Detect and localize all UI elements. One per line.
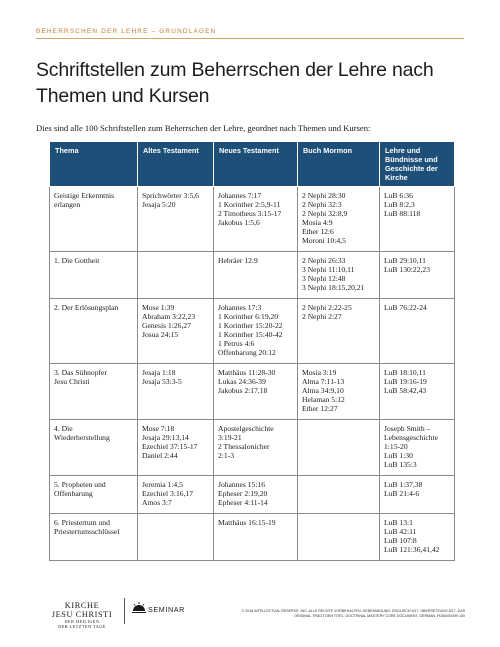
scripture-reference: 1 Korinther 15:40-42 [218,330,283,339]
copyright-notice [225,609,465,619]
scripture-reference: Ether 12:27 [302,404,338,413]
scripture-table [49,141,455,561]
header-rule [36,38,464,39]
scripture-reference: 3 Nephi 18:15,20,21 [302,283,365,292]
scripture-reference: 1:15-20 [384,442,408,451]
neues-testament-cell [214,299,298,364]
scripture-reference: 2 Nephi 26:33 [302,256,346,265]
altes-testament-cell [138,476,214,514]
scripture-reference: Joseph Smith – [384,424,431,433]
scripture-reference: Mose 1:39 [142,303,175,312]
scripture-reference: Offenbarung 20:12 [218,348,276,357]
column-header-lehre-und-buendnisse: Lehre und Bündnisse und Geschichte der Kirche [380,142,455,187]
topic-text: 2. Der Erlösungsplan [54,303,119,312]
scripture-reference: Moroni 10:4,5 [302,236,346,245]
column-header-altes-testament: Altes Testament [138,142,214,187]
topic-text: 4. Die [54,424,73,433]
topic-cell [50,420,138,476]
neues-testament-cell [214,514,298,561]
neues-testament-cell [214,420,298,476]
page-title [36,57,476,109]
scripture-reference: Lukas 24:36-39 [218,377,266,386]
scripture-reference: Jeremia 1:4,5 [142,480,183,489]
scripture-reference: Apostelgeschichte [218,424,274,433]
neues-testament-cell [214,364,298,420]
scripture-reference: 3:19-21 [218,433,242,442]
column-header-buch-mormon: Buch Mormon [298,142,380,187]
topic-cell [50,476,138,514]
topic-cell [50,514,138,561]
scripture-reference: Sprichwörter 3:5,6 [142,191,199,200]
scripture-reference: Johannes 17:3 [218,303,262,312]
scripture-reference: Hebräer 12:9 [218,256,258,265]
neues-testament-cell [214,476,298,514]
scripture-reference: 2 Nephi 2:22-25 [302,303,352,312]
scripture-reference: LuB 21:4-6 [384,489,420,498]
topic-text: 5. Propheten und [54,480,106,489]
scripture-reference: LuB 1:30 [384,451,413,460]
scripture-reference: Genesis 1:26,27 [142,321,191,330]
scripture-reference: Helaman 5:12 [302,395,345,404]
topic-cell [50,299,138,364]
neues-testament-cell [214,252,298,299]
scripture-reference: 2 Nephi 2:27 [302,312,342,321]
logo-line-2: JESU CHRISTI [51,610,113,619]
scripture-reference: LuB 135:3 [384,460,417,469]
scripture-reference: 2 Thessalonicher [218,442,270,451]
scripture-reference: LuB 1:37,38 [384,480,423,489]
lehre-und-buendnisse-cell [380,187,455,252]
scripture-reference: Abraham 3:22,23 [142,312,196,321]
scripture-reference: 1 Korinther 6:19,20 [218,312,279,321]
scripture-reference: Alma 7:11-13 [302,377,345,386]
table-row [50,364,455,420]
seminar-sunrise-icon [132,602,146,614]
scripture-reference: 3 Nephi 12:48 [302,274,346,283]
table-body [50,187,455,561]
topic-text: Offenbarung [54,489,93,498]
scripture-reference: Epheser 4:11-14 [218,498,268,507]
altes-testament-cell [138,252,214,299]
table-header-row [50,142,455,187]
scripture-reference: 2 Nephi 32:8,9 [302,209,348,218]
scripture-reference: LuB 29:10,11 [384,256,426,265]
scripture-reference: 2:1-3 [218,451,235,460]
scripture-reference: 1 Petrus 4:6 [218,339,255,348]
scripture-reference: 1 Korinther 15:20-22 [218,321,283,330]
scripture-reference: 2 Nephi 28:30 [302,191,346,200]
church-logo [50,601,114,629]
scripture-reference: Josua 24:15 [142,330,179,339]
topic-text: 6. Priestertum und [54,518,110,527]
topic-cell [50,364,138,420]
intro-text: Dies sind alle 100 Schriftstellen zum Beherrschen der Lehre, geordnet nach Themen und Kursen: [36,123,371,133]
buch-mormon-cell [298,476,380,514]
scripture-reference: LuB 121:36,41,42 [384,545,440,554]
altes-testament-cell [138,514,214,561]
title-line-1: Schriftstellen zum Beherrschen der Lehre nach [36,59,434,81]
scripture-reference: Matthäus 11:28-30 [218,368,276,377]
lehre-und-buendnisse-cell [380,299,455,364]
scripture-reference: Jesaja 1:18 [142,368,176,377]
scripture-reference: Lebensgeschichte [384,433,438,442]
scripture-reference: Jakobus 2:17,18 [218,386,268,395]
logo-line-1: KIRCHE [64,601,100,610]
table-row [50,252,455,299]
copyright-line-1: © 2018 INTELLECTUAL RESERVE, INC. ALLE RECHTE VORBEHALTEN. GENEHMIGUNG: ENGLISCH 6/17, ÜBERSETZUNG 6/17. DAS [241,609,465,613]
altes-testament-cell [138,187,214,252]
topic-text: 1. Die Gottheit [54,256,100,265]
altes-testament-cell [138,299,214,364]
scripture-reference: LuB 42:11 [384,527,417,536]
scripture-reference: Daniel 2:44 [142,451,178,460]
scripture-reference: 1 Korinther 2:5,9-11 [218,200,281,209]
column-header-thema: Thema [50,142,138,187]
scripture-reference: LuB 58:42,43 [384,386,427,395]
seminar-label: SEMINAR [148,605,185,614]
copyright-line-2: ORIGINAL TRÄGT DEN TITEL: DOCTRINAL MASTERY CORE DOCUMENT. GERMAN. PD60004399 150 [294,614,465,618]
lehre-und-buendnisse-cell [380,364,455,420]
logo-line-3: DER HEILIGEN [64,619,100,624]
column-header-neues-testament: Neues Testament [214,142,298,187]
table-row [50,187,455,252]
topic-text: 3. Das Sühnopfer [54,368,107,377]
topic-text: Geistige Erkenntnis [54,191,115,200]
scripture-reference: Johannes 7:17 [218,191,262,200]
scripture-reference: Epheser 2:19,20 [218,489,268,498]
altes-testament-cell [138,364,214,420]
lehre-und-buendnisse-cell [380,476,455,514]
lehre-und-buendnisse-cell [380,252,455,299]
scripture-reference: LuB 6:36 [384,191,413,200]
scripture-reference: LuB 19:16-19 [384,377,427,386]
topic-text: Jesu Christi [54,377,90,386]
scripture-reference: Jesaja 5:20 [142,200,176,209]
scripture-reference: LuB 8:2,3 [384,200,415,209]
buch-mormon-cell [298,187,380,252]
topic-text: Wiederherstellung [54,433,110,442]
logo-line-4: DER LETZTEN TAGE [58,624,106,629]
lehre-und-buendnisse-cell [380,420,455,476]
section-header: BEHERRSCHEN DER LEHRE – GRUNDLAGEN [36,28,217,35]
scripture-reference: Amos 3:7 [142,498,172,507]
scripture-reference: Johannes 15:16 [218,480,266,489]
scripture-reference: Mosia 3:19 [302,368,337,377]
scripture-reference: Ether 12:6 [302,227,334,236]
scripture-reference: LuB 130:22,23 [384,265,430,274]
scripture-reference: LuB 13:1 [384,518,413,527]
topic-text: Priestertumsschlüssel [54,527,120,536]
scripture-reference: Jakobus 1:5,6 [218,218,260,227]
scripture-reference: Alma 34:9,10 [302,386,344,395]
scripture-reference: 3 Nephi 11:10,11 [302,265,355,274]
buch-mormon-cell [298,252,380,299]
lehre-und-buendnisse-cell [380,514,455,561]
scripture-reference: LuB 107:8 [384,536,417,545]
table-row [50,476,455,514]
scripture-reference: Ezechiel 37:15-17 [142,442,198,451]
footer-divider [124,598,125,624]
scripture-reference: Matthäus 16:15-19 [218,518,276,527]
scripture-reference: LuB 76:22-24 [384,303,427,312]
scripture-reference: Jesaja 29:13,14 [142,433,189,442]
table-row [50,420,455,476]
topic-text: erlangen [54,200,81,209]
topic-cell [50,187,138,252]
scripture-reference: Jesaja 53:3-5 [142,377,182,386]
buch-mormon-cell [298,299,380,364]
scripture-reference: LuB 18:10,11 [384,368,426,377]
scripture-reference: Ezechiel 3:16,17 [142,489,194,498]
scripture-reference: Mose 7:18 [142,424,175,433]
title-line-2: Themen und Kursen [36,85,210,107]
buch-mormon-cell [298,420,380,476]
scripture-reference: 2 Timotheus 3:15-17 [218,209,282,218]
scripture-reference: LuB 88:118 [384,209,421,218]
buch-mormon-cell [298,514,380,561]
table-row [50,514,455,561]
scripture-reference: Mosia 4:9 [302,218,333,227]
buch-mormon-cell [298,364,380,420]
scripture-reference: 2 Nephi 32:3 [302,200,342,209]
altes-testament-cell [138,420,214,476]
topic-cell [50,252,138,299]
neues-testament-cell [214,187,298,252]
table-row [50,299,455,364]
